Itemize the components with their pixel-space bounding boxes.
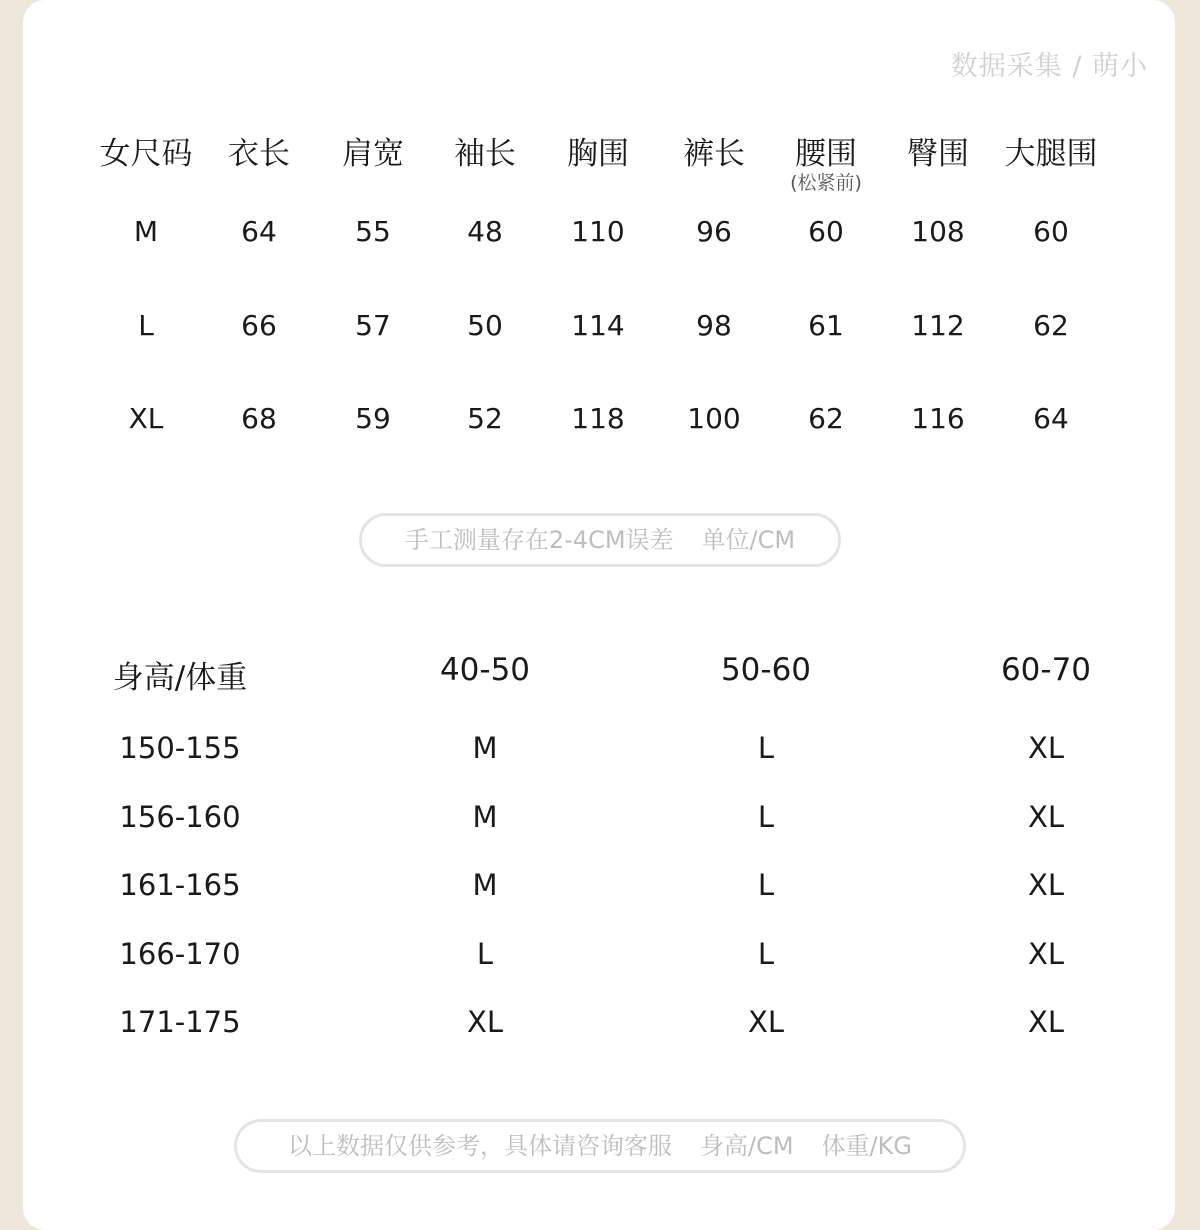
size-cell: 108 xyxy=(911,215,965,248)
header-weight-60-70: 60-70 xyxy=(1000,652,1092,688)
header-sleeve: 袖长 xyxy=(454,136,516,172)
size-cell: 64 xyxy=(241,215,277,248)
size-cell: L xyxy=(138,309,154,342)
header-pants-length: 裤长 xyxy=(683,136,745,172)
size-cell: 59 xyxy=(355,402,391,435)
header-shoulder: 肩宽 xyxy=(342,136,404,172)
size-recommendation: XL xyxy=(1027,868,1065,902)
size-cell: 60 xyxy=(1033,215,1069,248)
header-size: 女尺码 xyxy=(99,136,193,172)
note-height-unit: 身高/CM xyxy=(700,1132,794,1160)
size-cell: 64 xyxy=(1033,402,1069,435)
size-cell: XL xyxy=(128,402,164,435)
size-cell: 118 xyxy=(571,402,625,435)
size-cell: 55 xyxy=(355,215,391,248)
size-recommendation: M xyxy=(472,731,498,765)
size-cell: 114 xyxy=(571,309,625,342)
size-cell: 110 xyxy=(571,215,625,248)
size-recommendation: XL xyxy=(1027,800,1065,834)
size-cell: 66 xyxy=(241,309,277,342)
size-cell: 62 xyxy=(1033,309,1069,342)
waist-note: (松紧前) xyxy=(790,172,862,194)
size-recommendation: M xyxy=(472,868,498,902)
size-cell: 61 xyxy=(808,309,844,342)
size-recommendation: M xyxy=(472,800,498,834)
header-hip: 臀围 xyxy=(907,136,969,172)
size-cell: 50 xyxy=(467,309,503,342)
size-cell: M xyxy=(133,215,159,248)
size-cell: 98 xyxy=(696,309,732,342)
size-recommendation: XL xyxy=(1027,937,1065,971)
size-cell: 62 xyxy=(808,402,844,435)
height-cell: 161-165 xyxy=(119,868,241,902)
size-cell: 68 xyxy=(241,402,277,435)
size-recommendation: L xyxy=(757,800,775,834)
reference-note xyxy=(234,1119,966,1173)
header-chest: 胸围 xyxy=(567,136,629,172)
size-recommendation: XL xyxy=(747,1005,785,1039)
size-cell: 52 xyxy=(467,402,503,435)
data-credit: 数据采集 / 萌小 xyxy=(950,51,1148,82)
size-cell: 48 xyxy=(467,215,503,248)
note-error-text: 手工测量存在2-4CM误差 xyxy=(404,526,674,554)
note-reference-text: 以上数据仅供参考，具体请咨询客服 xyxy=(288,1132,672,1160)
height-cell: 156-160 xyxy=(119,800,241,834)
note-weight-unit: 体重/KG xyxy=(821,1132,912,1160)
size-chart-card xyxy=(23,0,1175,1230)
height-cell: 171-175 xyxy=(119,1005,241,1039)
header-waist: 腰围 xyxy=(795,136,857,172)
header-thigh: 大腿围 xyxy=(1004,136,1098,172)
header-weight-50-60: 50-60 xyxy=(720,652,812,688)
size-recommendation: L xyxy=(757,868,775,902)
size-recommendation: XL xyxy=(1027,1005,1065,1039)
size-cell: 116 xyxy=(911,402,965,435)
size-cell: 100 xyxy=(687,402,741,435)
size-recommendation: XL xyxy=(1027,731,1065,765)
measurement-note xyxy=(359,513,841,567)
size-cell: 112 xyxy=(911,309,965,342)
size-recommendation: L xyxy=(757,937,775,971)
size-recommendation: XL xyxy=(466,1005,504,1039)
size-recommendation: L xyxy=(757,731,775,765)
header-height-weight: 身高/体重 xyxy=(112,660,248,696)
size-cell: 60 xyxy=(808,215,844,248)
size-cell: 96 xyxy=(696,215,732,248)
size-cell: 57 xyxy=(355,309,391,342)
header-weight-40-50: 40-50 xyxy=(439,652,531,688)
note-unit-text: 单位/CM xyxy=(701,526,796,554)
header-length: 衣长 xyxy=(228,136,290,172)
height-cell: 166-170 xyxy=(119,937,241,971)
size-recommendation: L xyxy=(476,937,494,971)
height-cell: 150-155 xyxy=(119,731,241,765)
